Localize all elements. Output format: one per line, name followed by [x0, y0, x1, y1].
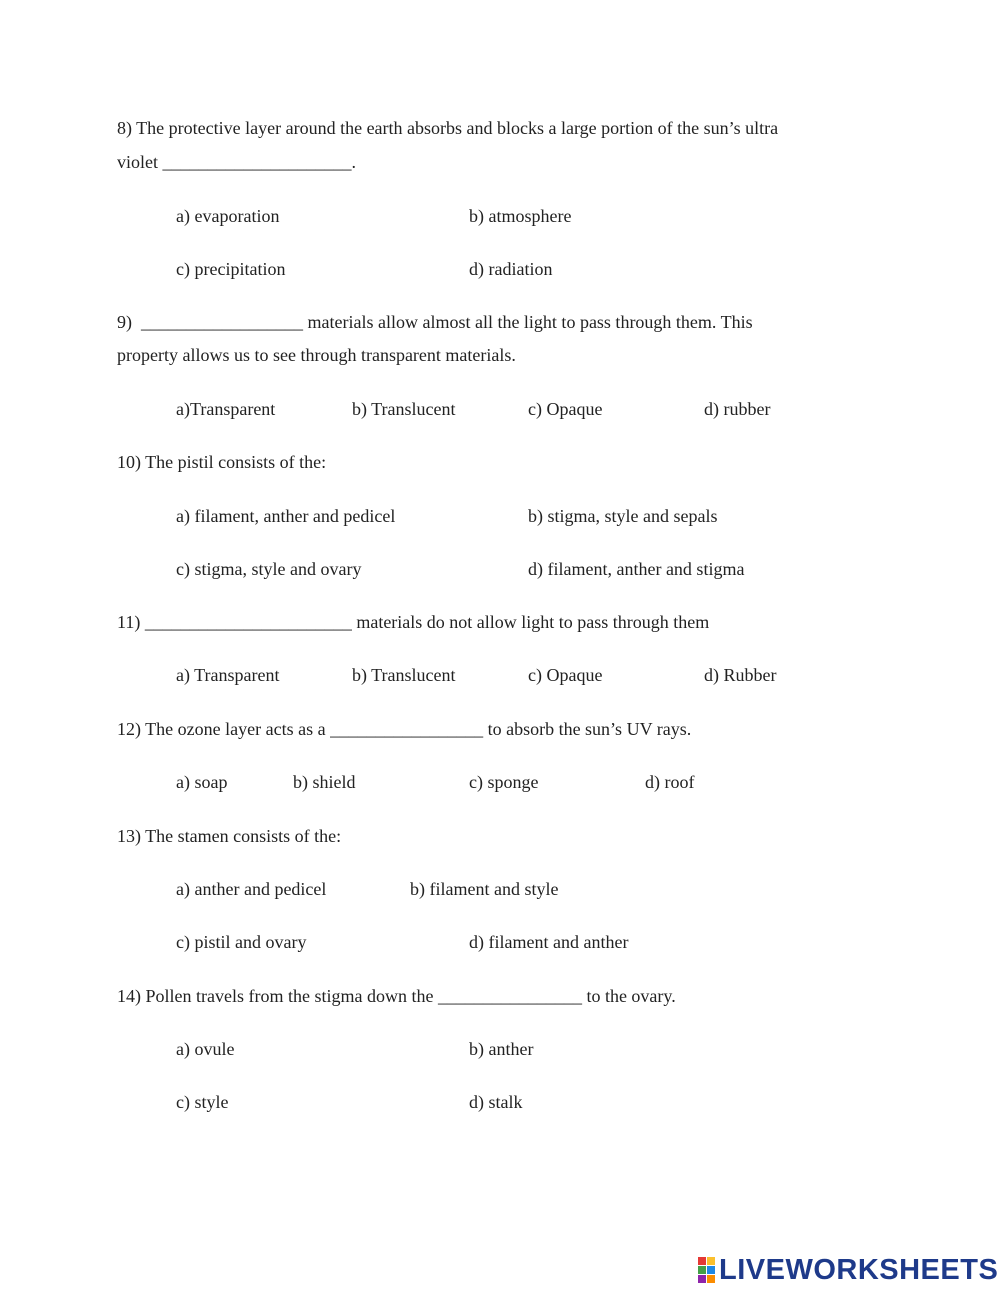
- question-13-option-c[interactable]: c) pistil and ovary: [176, 932, 307, 952]
- logo-square-icon: [698, 1257, 706, 1265]
- logo-square-icon: [707, 1275, 715, 1283]
- logo-square-icon: [707, 1257, 715, 1265]
- question-11-option-b[interactable]: b) Translucent: [352, 665, 456, 685]
- question-9-option-c[interactable]: c) Opaque: [528, 399, 603, 419]
- logo-square-icon: [707, 1266, 715, 1274]
- question-13-text: 13) The stamen consists of the:: [117, 826, 342, 846]
- question-12-option-d[interactable]: d) roof: [645, 772, 695, 792]
- question-12-text: 12) The ozone layer acts as a _________________ to absorb the sun’s UV rays.: [117, 719, 692, 739]
- question-10-text: 10) The pistil consists of the:: [117, 452, 327, 472]
- question-10-option-b[interactable]: b) stigma, style and sepals: [528, 506, 718, 526]
- question-9-option-d[interactable]: d) rubber: [704, 399, 771, 419]
- question-8-text-line1: 8) The protective layer around the earth absorbs and blocks a large portion of the sun’s ultra: [117, 118, 779, 138]
- question-14-option-d[interactable]: d) stalk: [469, 1092, 523, 1112]
- question-8-option-a[interactable]: a) evaporation: [176, 206, 280, 226]
- question-9-text-line2: property allows us to see through transparent materials.: [117, 345, 516, 365]
- question-9-option-b[interactable]: b) Translucent: [352, 399, 456, 419]
- question-14-option-a[interactable]: a) ovule: [176, 1039, 235, 1059]
- question-9-option-a[interactable]: a)Transparent: [176, 399, 276, 419]
- question-12-option-b[interactable]: b) shield: [293, 772, 356, 792]
- logo-square-icon: [698, 1275, 706, 1283]
- question-10-option-a[interactable]: a) filament, anther and pedicel: [176, 506, 396, 526]
- question-13-option-d[interactable]: d) filament and anther: [469, 932, 629, 952]
- question-14-text: 14) Pollen travels from the stigma down the ________________ to the ovary.: [117, 986, 676, 1006]
- question-12-option-c[interactable]: c) sponge: [469, 772, 539, 792]
- liveworksheets-logo: [698, 1253, 998, 1287]
- question-9-text-line1: 9) __________________ materials allow almost all the light to pass through them. This: [117, 312, 753, 332]
- question-8-option-d[interactable]: d) radiation: [469, 259, 553, 279]
- question-10-option-c[interactable]: c) stigma, style and ovary: [176, 559, 362, 579]
- liveworksheets-brand-text: LIVEWORKSHEETS: [719, 1254, 999, 1286]
- question-14-option-c[interactable]: c) style: [176, 1092, 229, 1112]
- question-10-option-d[interactable]: d) filament, anther and stigma: [528, 559, 745, 579]
- logo-square-icon: [698, 1266, 706, 1274]
- question-8-option-c[interactable]: c) precipitation: [176, 259, 286, 279]
- question-11-option-d[interactable]: d) Rubber: [704, 665, 777, 685]
- liveworksheets-logo-icon: [698, 1257, 715, 1283]
- question-8-option-b[interactable]: b) atmosphere: [469, 206, 572, 226]
- question-13-option-b[interactable]: b) filament and style: [410, 879, 559, 899]
- question-12-option-a[interactable]: a) soap: [176, 772, 228, 792]
- question-11-text: 11) _______________________ materials do not allow light to pass through them: [117, 612, 710, 632]
- question-11-option-a[interactable]: a) Transparent: [176, 665, 280, 685]
- question-8-text-line2: violet _____________________.: [117, 152, 356, 172]
- question-13-option-a[interactable]: a) anther and pedicel: [176, 879, 327, 899]
- question-14-option-b[interactable]: b) anther: [469, 1039, 534, 1059]
- question-11-option-c[interactable]: c) Opaque: [528, 665, 603, 685]
